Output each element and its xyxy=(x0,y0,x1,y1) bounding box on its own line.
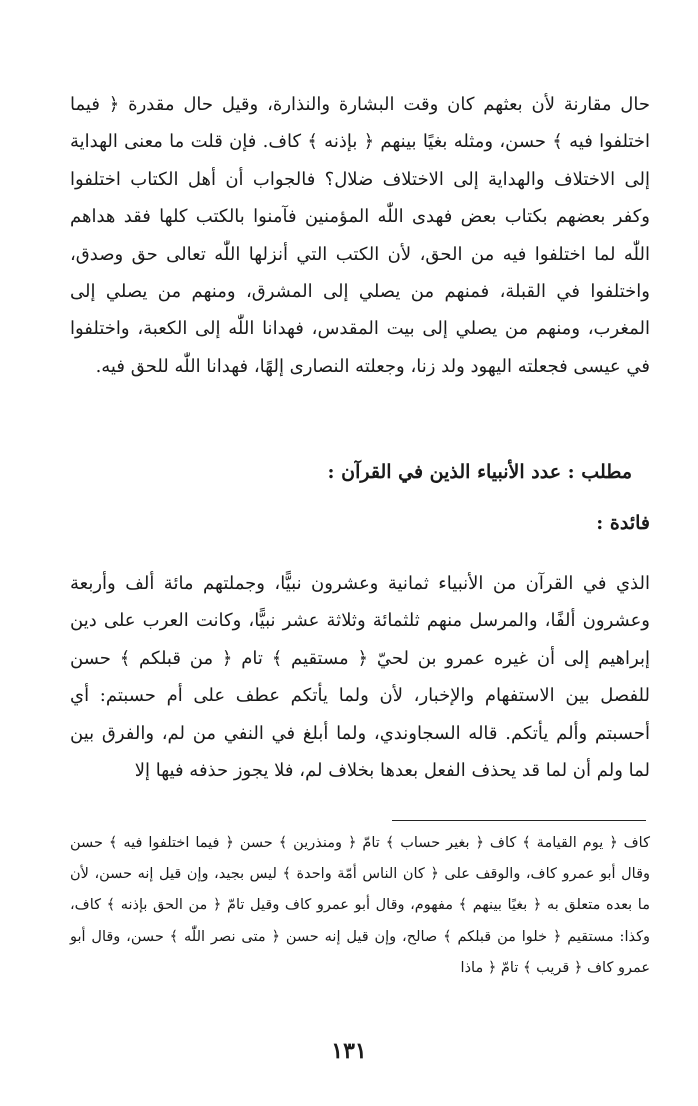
body-paragraph-2: الذي في القرآن من الأنبياء ثمانية وعشرون نبيًّا، وجملتهم مائة ألف وأربعة وعشرون ألفًا، والمرسل منهم ثلثمائة وثلاثة عشر نبيًّا، وكانت العرب على دين إبراهيم إلى أن غيره عمرو بن لحيّ ﴿ مستقيم ﴾ تام ﴿ من قبلكم ﴾ حسن للفصل بين الاستفهام والإخبار، لأن ولما يأتكم عطف على أم حسبتم: أي أحسبتم وألم يأتكم. قاله السجاوندي، ولما أبلغ في النفي من لم، والفرق بين لما ولم أن لما قد يحذف الفعل بعدها بخلاف لم، فلا يجوز حذفه فيها إلا xyxy=(70,573,650,782)
main-text-block xyxy=(70,86,650,385)
main-text-block-2 xyxy=(70,547,650,807)
page-number: ١٣١ xyxy=(331,1038,367,1064)
body-paragraph-1: حال مقارنة لأن بعثهم كان وقت البشارة والنذارة، وقيل حال مقدرة ﴿ فيما اختلفوا فيه ﴾ حسن، ومثله بغيًا بينهم ﴿ بإذنه ﴾ كاف. فإن قلت ما معنى الهداية إلى الاختلاف والهداية إلى الاختلاف ضلال؟ فالجواب أن أهل الكتاب اختلفوا وكفر بعضهم بكتاب بعض فهدى اللّٰه المؤمنين فآمنوا بالكتب كلها فقد هداهم اللّٰه لما اختلفوا فيه من الحق، لأن الكتب التي أنزلها اللّٰه تعالى حق وصدق، واختلفوا في القبلة، فمنهم من يصلي إلى المشرق، ومنهم من يصلي إلى المغرب، ومنهم من يصلي إلى بيت المقدس، فهدانا اللّٰه إلى الكعبة، واختلفوا في عيسى فجعلته اليهود ولد زنا، وجعلته النصارى إلهًا، فهدانا اللّٰه للحق فيه. xyxy=(70,94,650,377)
footnote-divider xyxy=(392,820,646,821)
section-heading: مطلب : عدد الأنبياء الذين في القرآن : xyxy=(327,461,632,483)
footnotes-block xyxy=(70,828,650,984)
footnote-text: كاف ﴿ يوم القيامة ﴾ كاف ﴿ بغير حساب ﴾ تامّ ﴿ ومنذرين ﴾ حسن ﴿ فيما اختلفوا فيه ﴾ حسن وقال أبو عمرو كاف، والوقف على ﴿ كان الناس أمّة واحدة ﴾ ليس بجيد، وإن قيل إنه حسن، لأن ما بعده متعلق به ﴿ بغيًا بينهم ﴾ مفهوم، وقال أبو عمرو كاف وقيل تامّ ﴿ من الحق بإذنه ﴾ كاف، وكذا: مستقيم ﴿ خلوا من قبلكم ﴾ صالح، وإن قيل إنه حسن ﴿ متى نصر اللّٰه ﴾ حسن، وقال أبو عمرو كاف ﴿ قريب ﴾ تامّ ﴿ ماذا xyxy=(70,835,650,976)
section-subheading: فائدة : xyxy=(596,512,650,534)
